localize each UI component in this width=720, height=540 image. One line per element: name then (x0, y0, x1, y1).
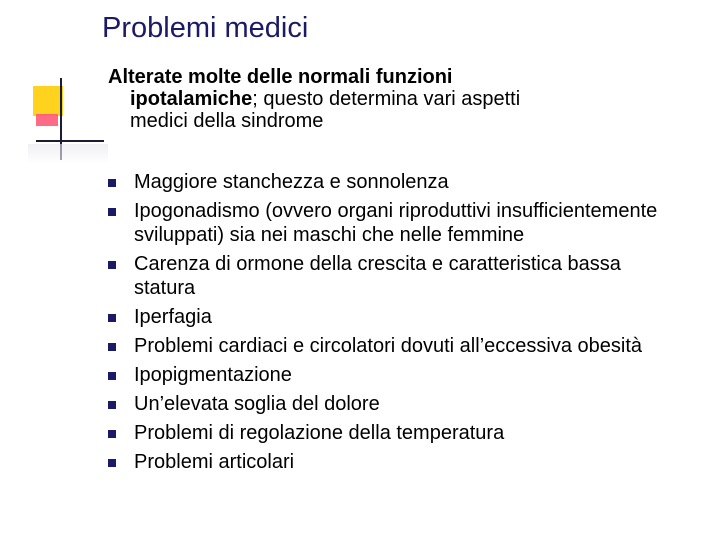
bullet-square-icon (108, 401, 116, 409)
bullet-square-icon (108, 208, 116, 216)
list-item-text: Maggiore stanchezza e sonnolenza (134, 171, 449, 193)
list-item-text: Ipopigmentazione (134, 364, 292, 386)
list-item (108, 252, 668, 300)
intro-paragraph (108, 66, 668, 132)
intro-rest-text: ; questo determina vari aspetti (252, 88, 521, 110)
list-item (108, 334, 668, 358)
list-item-text: Un’elevata soglia del dolore (134, 393, 380, 415)
decorative-logo (28, 78, 108, 168)
bullet-square-icon (108, 261, 116, 269)
intro-rest-line2: medici della sindrome (130, 110, 324, 132)
slide-title: Problemi medici (102, 12, 309, 44)
list-item-text: Ipogonadismo (ovvero organi riproduttivi insufficientemente sviluppati) sia nei maschi che nelle femmine (134, 200, 658, 246)
list-item (108, 170, 668, 194)
logo-horizontal-line (36, 140, 104, 142)
intro-continuation (108, 88, 668, 132)
logo-pink-bar (36, 114, 58, 126)
list-item (108, 199, 668, 247)
bullet-square-icon (108, 430, 116, 438)
list-item (108, 305, 668, 329)
list-item (108, 363, 668, 387)
bullet-square-icon (108, 314, 116, 322)
list-item-text: Problemi articolari (134, 451, 295, 473)
logo-yellow-square (33, 86, 63, 116)
list-item-text: Iperfagia (134, 306, 212, 328)
list-item-text: Problemi di regolazione della temperatura (134, 422, 505, 444)
bullet-square-icon (108, 372, 116, 380)
list-item (108, 450, 668, 474)
list-item-text: Carenza di ormone della crescita e caratteristica bassa statura (134, 253, 621, 299)
list-item (108, 421, 668, 445)
logo-shadow (28, 144, 108, 164)
list-item (108, 392, 668, 416)
bullet-square-icon (108, 179, 116, 187)
bullet-square-icon (108, 459, 116, 467)
bullet-list (108, 170, 668, 479)
list-item-text: Problemi cardiaci e circolatori dovuti all’eccessiva obesità (134, 335, 642, 357)
bullet-square-icon (108, 343, 116, 351)
intro-bold-continuation: ipotalamiche (130, 88, 253, 110)
intro-bold-text: Alterate molte delle normali funzioni (108, 66, 453, 88)
